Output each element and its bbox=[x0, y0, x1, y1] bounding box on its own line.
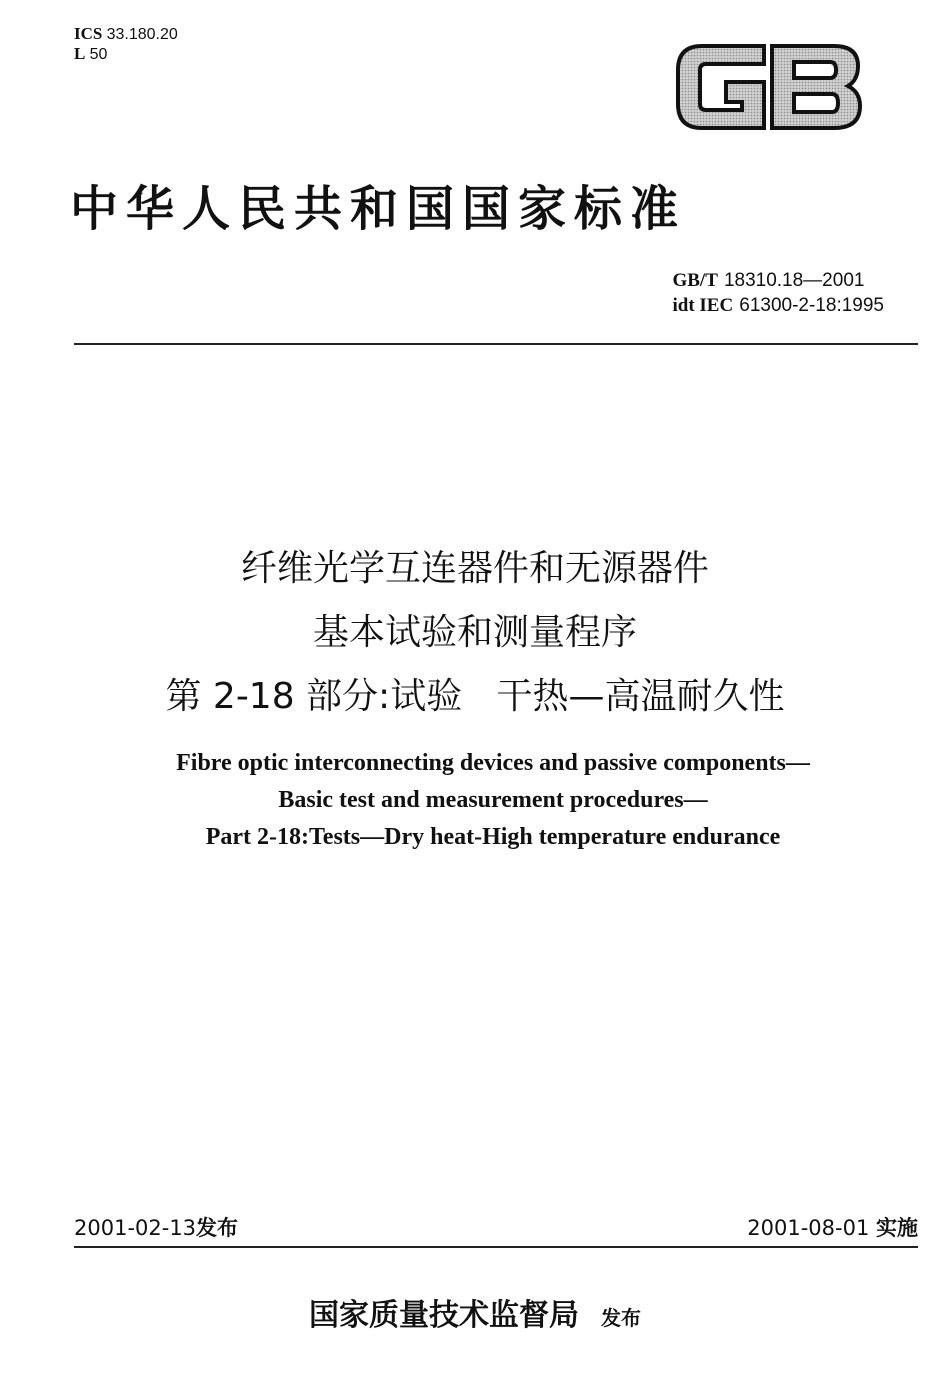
standard-number-prefix: GB/T bbox=[672, 270, 718, 291]
ccs-code bbox=[74, 44, 178, 64]
publisher bbox=[0, 1290, 950, 1334]
ccs-label: L bbox=[74, 44, 86, 63]
standard-number-block bbox=[672, 268, 884, 318]
title-en-line3: Part 2-18:Tests—Dry heat-High temperature endurance bbox=[205, 824, 781, 850]
ccs-value: 50 bbox=[89, 46, 108, 63]
idt-number: 61300-2-18:1995 bbox=[739, 295, 884, 316]
standard-number bbox=[672, 268, 884, 293]
implementation-date-label: 实施 bbox=[876, 1216, 918, 1240]
implementation-date bbox=[747, 1212, 918, 1242]
publisher-label: 发布 bbox=[601, 1306, 641, 1330]
issue-date-value: 2001-02-13 bbox=[74, 1216, 197, 1240]
idt-reference bbox=[672, 293, 884, 318]
title-cn-line1: 纤维光学互连器件和无源器件 bbox=[240, 548, 709, 589]
ics-value: 33.180.20 bbox=[106, 26, 178, 43]
title-en-line1: Fibre optic interconnecting devices and passive components— bbox=[176, 750, 810, 776]
title-en-line2: Basic test and measurement procedures— bbox=[278, 787, 708, 813]
title-cn-line3: 第 2-18 部分:试验 干热—高温耐久性 bbox=[165, 676, 785, 717]
standard-number-value: 18310.18—2001 bbox=[723, 270, 865, 291]
implementation-date-value: 2001-08-01 bbox=[747, 1216, 870, 1240]
issue-date bbox=[74, 1212, 238, 1242]
idt-prefix: idt IEC bbox=[672, 295, 734, 316]
bottom-divider bbox=[74, 1246, 918, 1248]
ics-label: ICS bbox=[74, 24, 103, 43]
classification-codes bbox=[74, 24, 178, 64]
ics-code bbox=[74, 24, 178, 44]
publisher-name: 国家质量技术监督局 bbox=[309, 1298, 579, 1333]
gb-logo-icon bbox=[672, 36, 864, 136]
issue-date-label: 发布 bbox=[196, 1216, 239, 1240]
top-divider bbox=[74, 343, 918, 345]
national-standard-title: 中华人民共和国国家标准 bbox=[70, 181, 687, 237]
title-cn-line2: 基本试验和测量程序 bbox=[312, 612, 637, 653]
